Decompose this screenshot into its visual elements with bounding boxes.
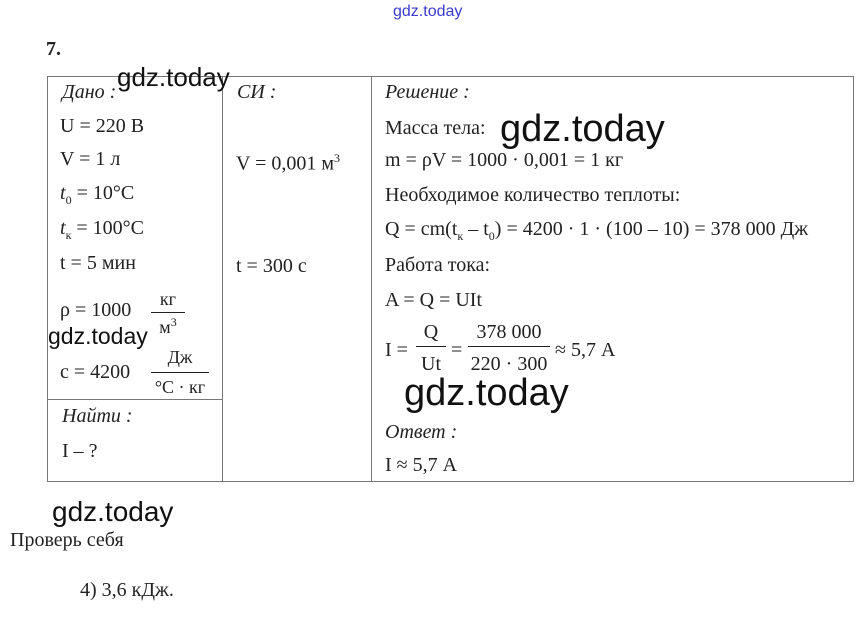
- find-header-colon: :: [120, 405, 133, 427]
- given-density-den-exp: 3: [170, 315, 177, 329]
- watermark-given: gdz.today: [117, 62, 230, 92]
- solution-header: [385, 82, 470, 102]
- given-t0-subscript: 0: [65, 193, 72, 207]
- given-header: [62, 82, 116, 102]
- solution-heat-label: Необходимое количество теплоты:: [385, 184, 681, 206]
- given-initial-temperature: [60, 183, 134, 206]
- table-left-border: [47, 76, 48, 482]
- si-header-colon: :: [264, 81, 277, 103]
- table-divider-given-find: [47, 399, 223, 400]
- given-tk-value: = 100°С: [71, 217, 145, 239]
- given-t0-symbol: t: [60, 182, 66, 204]
- watermark-left-middle: gdz.today: [48, 323, 148, 349]
- given-final-temperature: [60, 218, 144, 241]
- given-specific-heat: c = 4200: [60, 361, 131, 383]
- given-voltage: U = 220 В: [60, 115, 145, 137]
- solution-mass-label: Масса тела:: [385, 117, 486, 139]
- given-density-unit-numerator: кг: [159, 289, 177, 309]
- solution-work-label: Работа тока:: [385, 254, 491, 276]
- heat-formula-part-a: Q = cm(t: [385, 218, 458, 240]
- solution-mass-formula: m = ρV = 1000 · 0,001 = 1 кг: [385, 149, 624, 171]
- given-density: ρ = 1000: [60, 299, 132, 321]
- answer-value: I ≈ 5,7 А: [385, 454, 458, 476]
- current-fraction1-numerator: Q: [423, 321, 439, 343]
- table-divider-given-si: [222, 76, 223, 482]
- current-equals: =: [451, 339, 463, 361]
- top-watermark: gdz.today: [393, 3, 463, 20]
- solution-header-colon: :: [458, 81, 470, 103]
- solution-heat-formula: [385, 219, 808, 242]
- answer-header: [385, 422, 457, 442]
- given-density-unit-denominator: [150, 316, 186, 336]
- answer-header-colon: :: [445, 421, 458, 443]
- check-label: Проверь себя: [10, 529, 124, 551]
- solution-header-label: Решение: [385, 81, 459, 103]
- table-divider-si-solution: [371, 76, 372, 482]
- watermark-bottom-left: gdz.today: [52, 496, 174, 527]
- si-volume: [236, 152, 340, 174]
- watermark-solution-bottom: gdz.today: [404, 372, 569, 414]
- given-t0-value: = 10°С: [71, 182, 135, 204]
- given-specific-heat-fraction-bar: [151, 372, 209, 373]
- find-header-label: Найти: [62, 405, 121, 427]
- given-density-den-base: м: [159, 317, 171, 337]
- si-time: t = 300 с: [236, 255, 307, 277]
- table-right-border: [853, 76, 854, 482]
- given-specific-heat-unit-numerator: Дж: [167, 347, 193, 367]
- si-header: [237, 82, 276, 102]
- current-lhs: I =: [385, 339, 408, 361]
- given-density-fraction-bar: [151, 312, 185, 313]
- current-fraction1-bar: [416, 346, 446, 347]
- si-header-label: СИ: [237, 81, 265, 103]
- current-fraction2-bar: [468, 346, 550, 347]
- heat-formula-sub-k: к: [457, 229, 464, 243]
- current-fraction2-denominator: 220 · 300: [470, 353, 548, 375]
- given-time: t = 5 мин: [60, 252, 136, 274]
- find-header: [62, 406, 133, 426]
- si-volume-value: V = 0,001 м: [236, 152, 335, 175]
- given-tk-subscript: к: [65, 228, 72, 242]
- current-fraction1-denominator: Ut: [421, 353, 441, 375]
- heat-formula-part-c: ) = 4200 · 1 · (100 – 10) = 378 000 Дж: [494, 218, 809, 240]
- current-fraction2-numerator: 378 000: [476, 321, 542, 343]
- given-volume: V = 1 л: [60, 148, 121, 170]
- table-bottom-border: [47, 481, 854, 482]
- problem-number: 7.: [46, 38, 61, 60]
- answer-header-label: Ответ: [385, 421, 446, 443]
- given-header-label: Дано: [62, 81, 105, 103]
- given-header-colon: :: [104, 81, 117, 103]
- current-rhs: ≈ 5,7 А: [555, 339, 616, 361]
- watermark-solution-top: gdz.today: [500, 108, 665, 150]
- heat-formula-part-b: – t: [463, 218, 489, 240]
- solution-work-formula: A = Q = UIt: [385, 289, 483, 311]
- si-volume-exp: 3: [334, 151, 341, 165]
- given-tk-symbol: t: [60, 217, 66, 239]
- given-specific-heat-unit-denominator: °С · кг: [154, 377, 206, 397]
- find-unknown: I – ?: [62, 440, 98, 462]
- check-answer: 4) 3,6 кДж.: [80, 579, 174, 601]
- heat-formula-sub-0: 0: [488, 229, 495, 243]
